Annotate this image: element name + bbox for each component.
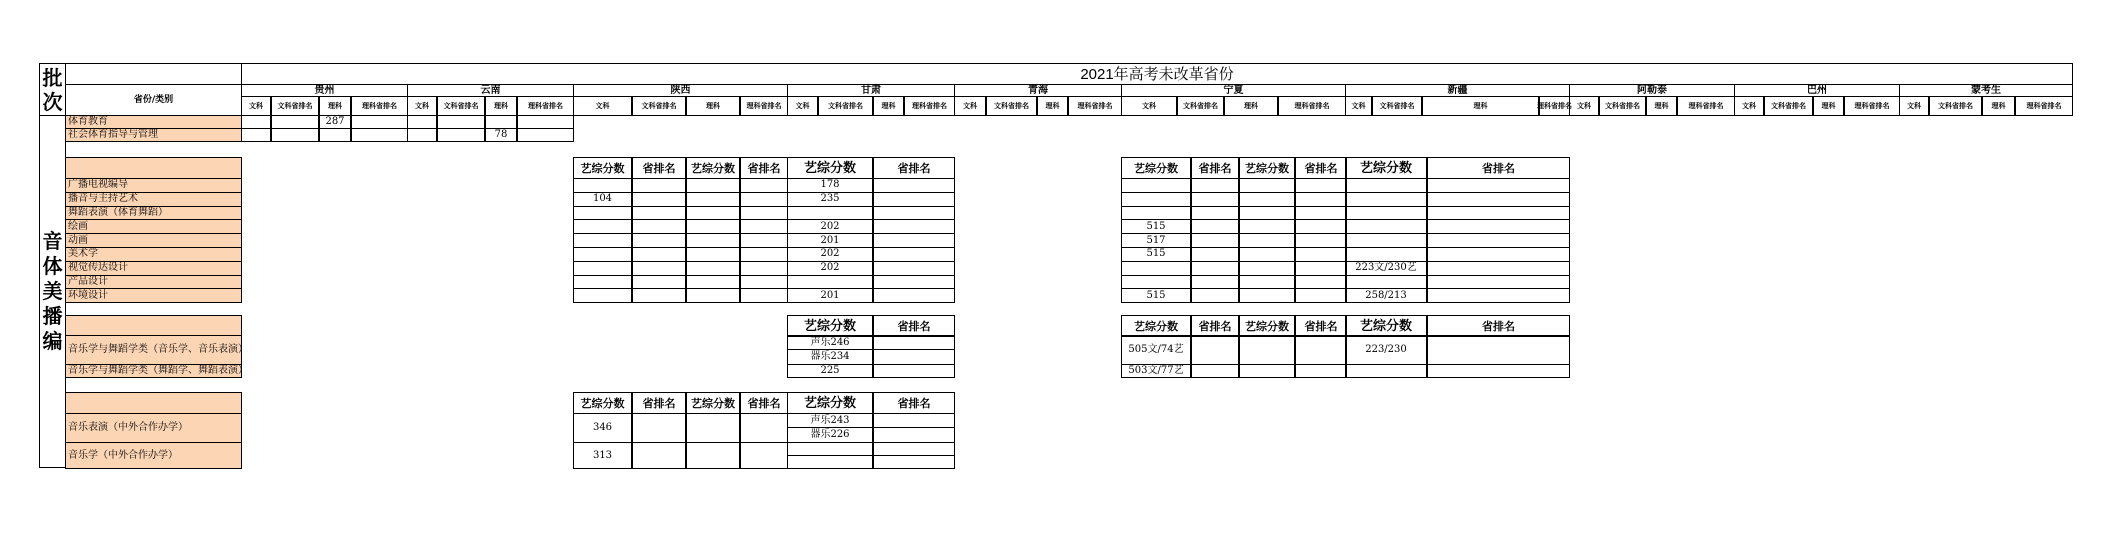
ningxia-art-cell[interactable]: [1295, 192, 1347, 207]
category-label-art-2[interactable]: 舞蹈表演（体育舞蹈）: [65, 206, 242, 221]
gansu-coop-cell[interactable]: 器乐226: [787, 427, 873, 443]
ningxia-art-cell[interactable]: [1121, 275, 1191, 290]
shaanxi-art-cell[interactable]: [740, 247, 788, 262]
category-label-art-3[interactable]: 绘画: [65, 219, 242, 234]
gansu-art-cell[interactable]: [873, 192, 955, 207]
pe-value-cell[interactable]: [517, 128, 574, 142]
ningxia-art-cell[interactable]: [1295, 275, 1347, 290]
xinjiang-art-cell[interactable]: [1345, 275, 1427, 290]
shaanxi-coop-cell[interactable]: [686, 413, 740, 443]
shaanxi-art-cell[interactable]: [632, 288, 686, 303]
ningxia-art-cell[interactable]: [1191, 206, 1239, 221]
ningxia-art-cell[interactable]: 517: [1121, 233, 1191, 248]
category-label-coop-1[interactable]: 音乐学（中外合作办学）: [65, 442, 242, 469]
shaanxi-art-cell[interactable]: [740, 219, 788, 234]
pe-value-cell[interactable]: [437, 128, 485, 142]
category-label-music-1[interactable]: 音乐学与舞蹈学类（舞蹈学、舞蹈表演）: [65, 364, 242, 378]
gansu-art-cell[interactable]: 201: [787, 288, 873, 303]
batch-char-2: 体: [42, 254, 63, 278]
province-subheader-4-0[interactable]: 文科: [954, 96, 986, 116]
batch-char-3: 美: [42, 279, 63, 303]
pe-value-cell[interactable]: [271, 128, 319, 142]
category-header-cell[interactable]: 省份/类别: [65, 84, 242, 116]
province-subheader-4-2[interactable]: 理科: [1037, 96, 1068, 116]
category-label-art-5[interactable]: 美术学: [65, 247, 242, 262]
shaanxi-coop-cell[interactable]: [632, 413, 686, 443]
ningxia-art-cell[interactable]: [1191, 247, 1239, 262]
ningxia-music-cell[interactable]: 505文/74艺: [1121, 335, 1191, 365]
shaanxi-coop-head-0[interactable]: 艺综分数: [573, 392, 632, 414]
pe-value-cell[interactable]: [517, 115, 574, 129]
gansu-art-cell[interactable]: 235: [787, 192, 873, 207]
province-subheader-1-1[interactable]: 文科省排名: [437, 96, 485, 116]
shaanxi-art-cell[interactable]: [740, 261, 788, 276]
gansu-music-cell[interactable]: [873, 349, 955, 365]
province-header-3[interactable]: 甘肃: [787, 84, 955, 97]
shaanxi-coop-cell[interactable]: [686, 442, 740, 469]
music-category-blank[interactable]: [65, 315, 242, 336]
shaanxi-art-cell[interactable]: [686, 261, 740, 276]
category-label-music-0[interactable]: 音乐学与舞蹈学类（音乐学、音乐表演）: [65, 335, 242, 365]
province-header-4[interactable]: 青海: [954, 84, 1122, 97]
blank-header-cell[interactable]: [65, 63, 242, 85]
gansu-art-cell[interactable]: [873, 233, 955, 248]
province-subheader-5-2[interactable]: 理科: [1224, 96, 1278, 116]
batch-char-1: 音: [42, 229, 63, 253]
gansu-art-cell[interactable]: [873, 178, 955, 193]
category-label-art-6[interactable]: 视觉传达设计: [65, 261, 242, 276]
xinjiang-music-cell[interactable]: 223/230: [1345, 335, 1427, 365]
province-subheader-1-0[interactable]: 文科: [407, 96, 437, 116]
province-subheader-0-1[interactable]: 文科省排名: [271, 96, 319, 116]
gansu-music-head-0[interactable]: 艺综分数: [787, 315, 873, 337]
province-subheader-9-0[interactable]: 文科: [1899, 96, 1929, 116]
xinjiang-art-cell[interactable]: [1427, 261, 1570, 276]
shaanxi-art-cell[interactable]: [686, 206, 740, 221]
ningxia-music-head-0[interactable]: 艺综分数: [1121, 315, 1191, 337]
gansu-art-cell[interactable]: [787, 206, 873, 221]
ningxia-music-cell[interactable]: [1239, 335, 1295, 365]
xinjiang-art-cell[interactable]: [1345, 219, 1427, 234]
province-subheader-2-2[interactable]: 理科: [686, 96, 740, 116]
ningxia-art-cell[interactable]: [1121, 178, 1191, 193]
ningxia-art-cell[interactable]: [1295, 219, 1347, 234]
ningxia-art-cell[interactable]: [1295, 247, 1347, 262]
province-subheader-3-2[interactable]: 理科: [873, 96, 904, 116]
gansu-coop-head-0[interactable]: 艺综分数: [787, 392, 873, 414]
province-subheader-1-3[interactable]: 理科省排名: [517, 96, 574, 116]
shaanxi-art-cell[interactable]: [632, 192, 686, 207]
xinjiang-music-cell[interactable]: [1345, 364, 1427, 378]
province-subheader-1-2[interactable]: 理科: [485, 96, 517, 116]
pe-value-cell[interactable]: 287: [319, 115, 351, 129]
gansu-art-cell[interactable]: [873, 206, 955, 221]
gansu-music-head-1[interactable]: 省排名: [873, 315, 955, 337]
province-header-6[interactable]: 新疆: [1345, 84, 1570, 97]
ningxia-art-cell[interactable]: 515: [1121, 288, 1191, 303]
xinjiang-art-cell[interactable]: 223文/230艺: [1345, 261, 1427, 276]
category-label-art-1[interactable]: 播音与主持艺术: [65, 192, 242, 207]
province-subheader-9-1[interactable]: 文科省排名: [1929, 96, 1982, 116]
gansu-art-cell[interactable]: 201: [787, 233, 873, 248]
ningxia-art-cell[interactable]: [1239, 206, 1295, 221]
shaanxi-coop-head-1[interactable]: 省排名: [632, 392, 686, 414]
pe-value-cell[interactable]: 78: [485, 128, 517, 142]
ningxia-art-cell[interactable]: [1239, 247, 1295, 262]
xinjiang-music-cell[interactable]: [1427, 364, 1570, 378]
category-label-art-7[interactable]: 产品设计: [65, 275, 242, 290]
province-subheader-3-0[interactable]: 文科: [787, 96, 818, 116]
xinjiang-art-cell[interactable]: [1427, 192, 1570, 207]
province-header-7[interactable]: 阿勒泰: [1569, 84, 1735, 97]
ningxia-art-cell[interactable]: [1239, 288, 1295, 303]
shaanxi-art-head-2[interactable]: 艺综分数: [686, 157, 740, 179]
province-subheader-4-3[interactable]: 理科省排名: [1068, 96, 1122, 116]
ningxia-art-cell[interactable]: [1239, 275, 1295, 290]
province-subheader-0-3[interactable]: 理科省排名: [351, 96, 408, 116]
ningxia-music-cell[interactable]: [1239, 364, 1295, 378]
batch-header-cell[interactable]: [39, 63, 66, 116]
left-spacer-column: [65, 115, 66, 468]
gansu-music-cell[interactable]: 器乐234: [787, 349, 873, 365]
pe-value-cell[interactable]: [485, 115, 517, 129]
ningxia-music-cell[interactable]: [1295, 335, 1347, 365]
category-label-pe-1[interactable]: 社会体育指导与管理: [65, 128, 242, 142]
gansu-art-head-1[interactable]: 省排名: [873, 157, 955, 179]
gansu-art-cell[interactable]: [873, 261, 955, 276]
province-header-1[interactable]: 云南: [407, 84, 574, 97]
shaanxi-coop-cell[interactable]: 313: [573, 442, 632, 469]
gansu-coop-cell[interactable]: [873, 442, 955, 456]
ningxia-art-cell[interactable]: [1295, 233, 1347, 248]
shaanxi-art-head-0[interactable]: 艺综分数: [573, 157, 632, 179]
gansu-art-cell[interactable]: [873, 288, 955, 303]
xinjiang-art-cell[interactable]: [1427, 275, 1570, 290]
shaanxi-art-cell[interactable]: [686, 275, 740, 290]
province-subheader-6-1[interactable]: 文科省排名: [1372, 96, 1422, 116]
sheet-title[interactable]: 2021年高考未改革省份: [241, 63, 2073, 85]
ningxia-music-head-3[interactable]: 省排名: [1295, 315, 1347, 337]
gansu-art-cell[interactable]: [787, 275, 873, 290]
ningxia-music-cell[interactable]: [1191, 364, 1239, 378]
ningxia-art-cell[interactable]: [1121, 192, 1191, 207]
ningxia-art-cell[interactable]: [1191, 288, 1239, 303]
ningxia-art-cell[interactable]: [1239, 219, 1295, 234]
gansu-art-cell[interactable]: [873, 219, 955, 234]
ningxia-art-cell[interactable]: [1191, 178, 1239, 193]
gansu-art-cell[interactable]: 202: [787, 247, 873, 262]
gansu-coop-head-1[interactable]: 省排名: [873, 392, 955, 414]
province-subheader-5-3[interactable]: 理科省排名: [1278, 96, 1346, 116]
xinjiang-music-cell[interactable]: [1427, 335, 1570, 365]
ningxia-music-head-2[interactable]: 艺综分数: [1239, 315, 1295, 337]
province-subheader-7-0[interactable]: 文科: [1569, 96, 1599, 116]
pe-value-cell[interactable]: [407, 115, 437, 129]
shaanxi-art-cell[interactable]: [686, 192, 740, 207]
xinjiang-music-head-1[interactable]: 省排名: [1427, 315, 1570, 337]
ningxia-art-head-2[interactable]: 艺综分数: [1239, 157, 1295, 179]
ningxia-music-cell[interactable]: [1191, 335, 1239, 365]
xinjiang-art-cell[interactable]: 258/213: [1345, 288, 1427, 303]
shaanxi-art-cell[interactable]: [573, 275, 632, 290]
province-subheader-6-2[interactable]: 理科: [1422, 96, 1539, 116]
shaanxi-art-cell[interactable]: [740, 206, 788, 221]
province-subheader-5-0[interactable]: 文科: [1121, 96, 1177, 116]
art-category-blank[interactable]: [65, 157, 242, 179]
batch-header-char-2: 次: [42, 89, 63, 114]
gansu-music-cell[interactable]: [873, 335, 955, 350]
province-subheader-8-2[interactable]: 理科: [1813, 96, 1844, 116]
province-subheader-9-2[interactable]: 理科: [1982, 96, 2015, 116]
province-subheader-7-1[interactable]: 文科省排名: [1599, 96, 1646, 116]
ningxia-art-cell[interactable]: [1191, 261, 1239, 276]
category-label-art-4[interactable]: 动画: [65, 233, 242, 248]
province-subheader-0-2[interactable]: 理科: [319, 96, 351, 116]
shaanxi-art-cell[interactable]: 104: [573, 192, 632, 207]
shaanxi-art-cell[interactable]: [632, 233, 686, 248]
gansu-coop-cell[interactable]: [873, 455, 955, 469]
xinjiang-art-cell[interactable]: [1427, 206, 1570, 221]
xinjiang-art-cell[interactable]: [1345, 178, 1427, 193]
shaanxi-coop-cell[interactable]: [740, 442, 788, 469]
ningxia-art-cell[interactable]: [1239, 192, 1295, 207]
gansu-art-cell[interactable]: 202: [787, 261, 873, 276]
pe-value-cell[interactable]: [241, 115, 271, 129]
ningxia-art-cell[interactable]: [1191, 219, 1239, 234]
shaanxi-art-cell[interactable]: [740, 192, 788, 207]
pe-value-cell[interactable]: [319, 128, 351, 142]
batch-label-cell[interactable]: [39, 115, 66, 468]
shaanxi-art-cell[interactable]: [740, 233, 788, 248]
shaanxi-art-head-1[interactable]: 省排名: [632, 157, 686, 179]
xinjiang-art-head-1[interactable]: 省排名: [1427, 157, 1570, 179]
ningxia-art-cell[interactable]: [1295, 288, 1347, 303]
province-subheader-0-0[interactable]: 文科: [241, 96, 271, 116]
pe-value-cell[interactable]: [407, 128, 437, 142]
ningxia-art-cell[interactable]: [1121, 261, 1191, 276]
pe-value-cell[interactable]: [351, 115, 408, 129]
gansu-art-cell[interactable]: 178: [787, 178, 873, 193]
ningxia-art-head-0[interactable]: 艺综分数: [1121, 157, 1191, 179]
xinjiang-art-cell[interactable]: [1345, 206, 1427, 221]
gansu-coop-cell[interactable]: [873, 413, 955, 428]
shaanxi-art-cell[interactable]: [573, 219, 632, 234]
category-label-coop-0[interactable]: 音乐表演（中外合作办学）: [65, 413, 242, 443]
shaanxi-art-head-3[interactable]: 省排名: [740, 157, 788, 179]
province-subheader-2-3[interactable]: 理科省排名: [740, 96, 788, 116]
ningxia-art-cell[interactable]: [1239, 261, 1295, 276]
xinjiang-art-cell[interactable]: [1345, 247, 1427, 262]
shaanxi-art-cell[interactable]: [632, 219, 686, 234]
ningxia-art-cell[interactable]: [1295, 261, 1347, 276]
shaanxi-art-cell[interactable]: [632, 178, 686, 193]
batch-header-char-1: 批: [42, 65, 63, 90]
ningxia-art-cell[interactable]: [1295, 206, 1347, 221]
category-label-art-0[interactable]: 广播电视编导: [65, 178, 242, 193]
shaanxi-art-cell[interactable]: [573, 233, 632, 248]
province-subheader-2-0[interactable]: 文科: [573, 96, 632, 116]
ningxia-art-cell[interactable]: [1239, 178, 1295, 193]
shaanxi-art-cell[interactable]: [686, 178, 740, 193]
ningxia-art-cell[interactable]: 515: [1121, 247, 1191, 262]
pe-value-cell[interactable]: [351, 128, 408, 142]
pe-value-cell[interactable]: [271, 115, 319, 129]
gansu-art-cell[interactable]: 202: [787, 219, 873, 234]
province-subheader-3-1[interactable]: 文科省排名: [818, 96, 873, 116]
shaanxi-art-cell[interactable]: [740, 275, 788, 290]
province-subheader-8-3[interactable]: 理科省排名: [1844, 96, 1900, 116]
xinjiang-art-cell[interactable]: [1427, 247, 1570, 262]
ningxia-art-cell[interactable]: [1191, 192, 1239, 207]
province-subheader-5-1[interactable]: 文科省排名: [1177, 96, 1224, 116]
ningxia-art-head-1[interactable]: 省排名: [1191, 157, 1239, 179]
province-subheader-2-1[interactable]: 文科省排名: [632, 96, 686, 116]
gansu-art-cell[interactable]: [873, 247, 955, 262]
shaanxi-art-cell[interactable]: [573, 206, 632, 221]
ningxia-art-cell[interactable]: [1121, 206, 1191, 221]
xinjiang-music-head-0[interactable]: 艺综分数: [1345, 315, 1427, 337]
province-subheader-3-3[interactable]: 理科省排名: [904, 96, 955, 116]
coop-category-blank[interactable]: [65, 392, 242, 414]
province-subheader-6-0[interactable]: 文科: [1345, 96, 1372, 116]
shaanxi-art-cell[interactable]: [686, 288, 740, 303]
ningxia-music-head-1[interactable]: 省排名: [1191, 315, 1239, 337]
province-subheader-7-2[interactable]: 理科: [1646, 96, 1677, 116]
gansu-coop-cell[interactable]: [873, 427, 955, 443]
shaanxi-coop-cell[interactable]: [632, 442, 686, 469]
shaanxi-art-cell[interactable]: [632, 261, 686, 276]
gansu-art-cell[interactable]: [873, 275, 955, 290]
xinjiang-art-cell[interactable]: [1427, 233, 1570, 248]
category-label-pe-0[interactable]: 体育教育: [65, 115, 242, 129]
ningxia-art-cell[interactable]: [1191, 275, 1239, 290]
shaanxi-art-cell[interactable]: [573, 261, 632, 276]
xinjiang-art-head-0[interactable]: 艺综分数: [1345, 157, 1427, 179]
shaanxi-art-cell[interactable]: [632, 275, 686, 290]
province-subheader-4-1[interactable]: 文科省排名: [986, 96, 1037, 116]
pe-value-cell[interactable]: [437, 115, 485, 129]
province-subheader-8-1[interactable]: 文科省排名: [1764, 96, 1813, 116]
xinjiang-art-cell[interactable]: [1345, 192, 1427, 207]
shaanxi-coop-cell[interactable]: [740, 413, 788, 443]
gansu-music-cell[interactable]: 声乐246: [787, 335, 873, 350]
province-header-2[interactable]: 陕西: [573, 84, 788, 97]
shaanxi-art-cell[interactable]: [632, 206, 686, 221]
ningxia-art-cell[interactable]: [1239, 233, 1295, 248]
batch-char-5: 编: [42, 329, 63, 353]
pe-value-cell[interactable]: [241, 128, 271, 142]
province-subheader-7-3[interactable]: 理科省排名: [1677, 96, 1735, 116]
gansu-art-head-0[interactable]: 艺综分数: [787, 157, 873, 179]
shaanxi-art-cell[interactable]: [686, 233, 740, 248]
ningxia-art-head-3[interactable]: 省排名: [1295, 157, 1347, 179]
shaanxi-art-cell[interactable]: [740, 178, 788, 193]
ningxia-music-cell[interactable]: 503文/77艺: [1121, 364, 1191, 378]
ningxia-art-cell[interactable]: 515: [1121, 219, 1191, 234]
shaanxi-coop-head-2[interactable]: 艺综分数: [686, 392, 740, 414]
gansu-coop-cell[interactable]: [787, 455, 873, 469]
batch-char-4: 播: [42, 304, 63, 328]
shaanxi-art-cell[interactable]: [686, 219, 740, 234]
gansu-music-cell[interactable]: 225: [787, 364, 873, 378]
province-header-5[interactable]: 宁夏: [1121, 84, 1346, 97]
province-subheader-6-3[interactable]: 理科省排名: [1539, 96, 1570, 116]
xinjiang-art-cell[interactable]: [1345, 233, 1427, 248]
gansu-coop-cell[interactable]: 声乐243: [787, 413, 873, 428]
ningxia-music-cell[interactable]: [1295, 364, 1347, 378]
province-header-9[interactable]: 蒙考生: [1899, 84, 2073, 97]
province-subheader-9-3[interactable]: 理科省排名: [2015, 96, 2073, 116]
shaanxi-art-cell[interactable]: [573, 247, 632, 262]
ningxia-art-cell[interactable]: [1191, 233, 1239, 248]
shaanxi-coop-head-3[interactable]: 省排名: [740, 392, 788, 414]
shaanxi-art-cell[interactable]: [740, 288, 788, 303]
gansu-coop-cell[interactable]: [787, 442, 873, 456]
shaanxi-art-cell[interactable]: [632, 247, 686, 262]
ningxia-art-cell[interactable]: [1295, 178, 1347, 193]
province-header-8[interactable]: 巴州: [1734, 84, 1900, 97]
province-header-0[interactable]: 贵州: [241, 84, 408, 97]
shaanxi-art-cell[interactable]: [686, 247, 740, 262]
xinjiang-art-cell[interactable]: [1427, 288, 1570, 303]
shaanxi-art-cell[interactable]: [573, 178, 632, 193]
province-subheader-8-0[interactable]: 文科: [1734, 96, 1764, 116]
shaanxi-art-cell[interactable]: [573, 288, 632, 303]
shaanxi-coop-cell[interactable]: 346: [573, 413, 632, 443]
xinjiang-art-cell[interactable]: [1427, 178, 1570, 193]
category-label-art-8[interactable]: 环境设计: [65, 288, 242, 303]
xinjiang-art-cell[interactable]: [1427, 219, 1570, 234]
gansu-music-cell[interactable]: [873, 364, 955, 378]
